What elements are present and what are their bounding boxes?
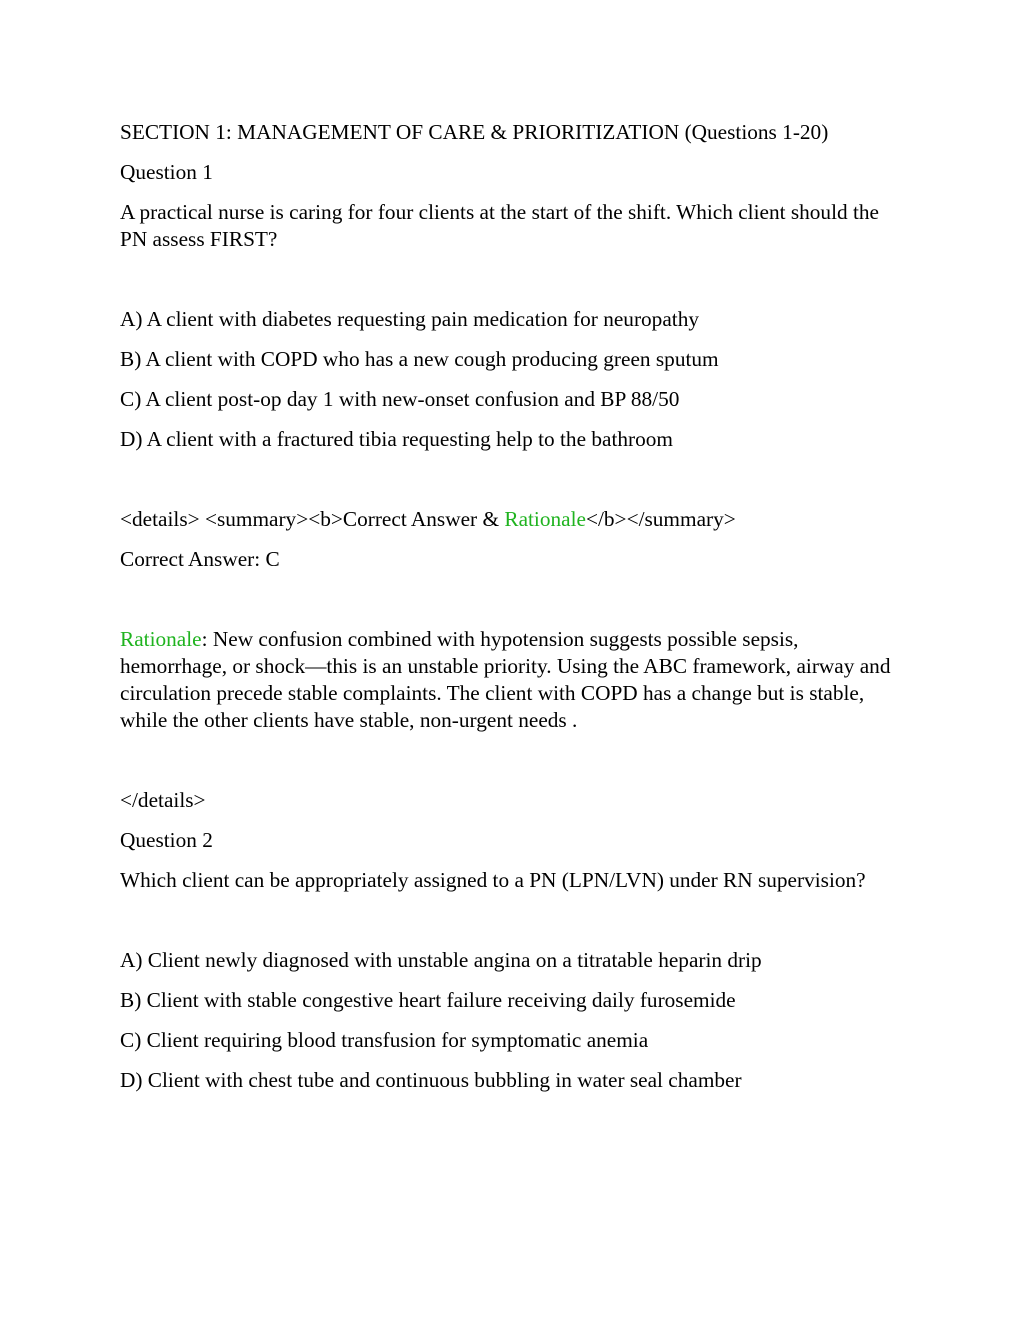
question-1-heading: Question 1 [120,160,213,184]
question-2-option-c: C) Client requiring blood transfusion for symptomatic anemia [120,1028,649,1052]
rationale-label: Rationale [120,627,202,651]
details-open-tag [120,506,910,533]
question-1-options [120,306,910,453]
rationale-text: : New confusion combined with hypotension suggests possible sepsis, hemorrhage, or shock—this is an unstable priority. Using the ABC framework, airway and circulation precede stable complaints. The client with COPD has a change but is stable, while the other clients have stable, non-urgent needs . [120,627,891,732]
question-1-rationale [120,626,910,734]
question-1-option-a: A) A client with diabetes requesting pain medication for neuropathy [120,307,699,331]
question-1-stem: A practical nurse is caring for four clients at the start of the shift. Which client should the PN assess FIRST? [120,200,879,251]
question-2-option-a: A) Client newly diagnosed with unstable angina on a titratable heparin drip [120,948,762,972]
document-page [120,119,910,1094]
question-1-option-d: D) A client with a fractured tibia requesting help to the bathroom [120,427,673,451]
question-1-correct-answer: Correct Answer: C [120,547,280,571]
details-open-rationale: Rationale [504,507,586,531]
details-open-pre: <details> <summary><b>Correct Answer & [120,507,505,531]
details-open-post: </b></summary> [585,507,736,531]
question-2-option-d: D) Client with chest tube and continuous bubbling in water seal chamber [120,1068,742,1092]
question-1-option-c: C) A client post-op day 1 with new-onset confusion and BP 88/50 [120,387,680,411]
question-2-stem: Which client can be appropriately assigned to a PN (LPN/LVN) under RN supervision? [120,868,866,892]
question-2-heading: Question 2 [120,828,213,852]
section-title: SECTION 1: MANAGEMENT OF CARE & PRIORITIZATION (Questions 1-20) [120,120,829,144]
question-1-option-b: B) A client with COPD who has a new cough producing green sputum [120,347,719,371]
question-2-options [120,947,910,1094]
details-close-tag: </details> [120,788,206,812]
question-2-option-b: B) Client with stable congestive heart failure receiving daily furosemide [120,988,736,1012]
